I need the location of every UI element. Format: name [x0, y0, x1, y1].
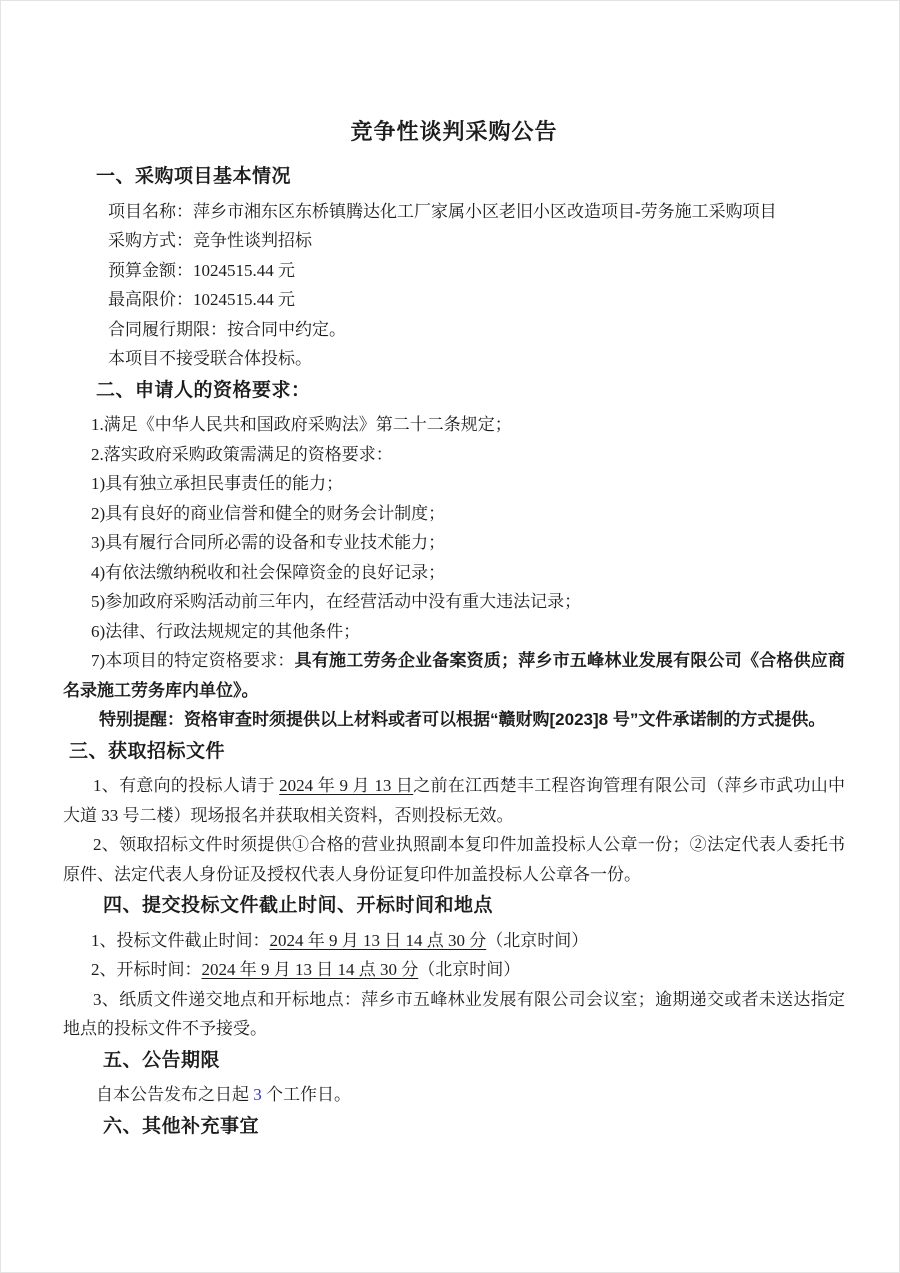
- text-segment: 1、投标文件截止时间：: [91, 930, 270, 950]
- list-item: [63, 469, 845, 499]
- field-line: [63, 256, 845, 286]
- section-heading: [63, 891, 845, 921]
- text-segment: 2)具有良好的商业信誉和健全的财务会计制度；: [91, 503, 446, 523]
- list-item: [63, 410, 845, 440]
- list-item: [63, 528, 845, 558]
- section-heading: [63, 1112, 845, 1142]
- text-segment: 最高限价：1024515.44 元: [108, 290, 295, 309]
- text-segment: （北京时间）: [486, 930, 589, 950]
- list-item: [63, 587, 845, 617]
- field-line: [63, 197, 845, 227]
- text-segment: 自本公告发布之日起: [96, 1085, 254, 1104]
- text-segment: 合同履行期限：按合同中约定。: [108, 319, 346, 339]
- section-heading: [63, 376, 845, 406]
- document-body: [63, 162, 845, 1141]
- list-item: [63, 955, 845, 985]
- text-segment: 一、采购项目基本情况: [96, 166, 292, 187]
- field-line: [63, 344, 845, 374]
- list-item: [63, 558, 845, 588]
- text-segment: 四、提交投标文件截止时间、开标时间和地点: [103, 895, 494, 916]
- text-segment: （北京时间）: [418, 960, 521, 979]
- text-segment: 3)具有履行合同所必需的设备和专业技术能力；: [91, 533, 446, 552]
- text-segment: 预算金额：1024515.44 元: [108, 260, 295, 280]
- text-segment: 采购方式：竞争性谈判招标: [108, 231, 312, 250]
- text-segment: 五、公告期限: [103, 1049, 221, 1071]
- text-segment: 5)参加政府采购活动前三年内，在经营活动中没有重大违法记录；: [91, 592, 582, 611]
- document-content: [1, 1, 899, 1141]
- text-segment: 2、开标时间：: [91, 960, 202, 979]
- bold-text: 特别提醒：资格审查时须提供以上材料或者可以根据“赣财购[2023]8 号”文件承诺制的方式提供。: [99, 710, 826, 729]
- text-segment: 3、纸质文件递交地点和开标地点：萍乡市五峰林业发展有限公司会议室；逾期递交或者未送达指定地点的投标文件不予接受。: [63, 989, 845, 1038]
- section-heading: [63, 162, 845, 192]
- underlined-text: 2024 年 9 月 13 日 14 点 30 分: [269, 930, 487, 950]
- text-segment: 7)本项目的特定资格要求：: [91, 651, 295, 670]
- underlined-text: 2024 年 9 月 13 日: [279, 776, 414, 795]
- text-segment: 本项目不接受联合体投标。: [108, 349, 312, 368]
- text-segment: 3: [253, 1085, 262, 1104]
- section-heading: [63, 737, 845, 767]
- text-segment: 之前在江西楚丰工程咨询管理有限公司（萍乡市武功山中大道 33 号二楼）现场报名并获取相关资料，否则投标无效。: [63, 776, 846, 825]
- document-title: 竞争性谈判采购公告: [350, 119, 558, 144]
- paragraph: [63, 830, 845, 889]
- text-segment: 六、其他补充事宜: [103, 1115, 260, 1137]
- bold-text: 具有施工劳务企业备案资质；萍乡市五峰林业发展有限公司《合格供应商名录施工劳务库内单位》。: [63, 651, 845, 700]
- field-line: [63, 285, 845, 315]
- text-segment: 4)有依法缴纳税收和社会保障资金的良好记录；: [91, 562, 446, 582]
- paragraph: [63, 646, 845, 705]
- text-segment: 2、领取招标文件时须提供①合格的营业执照副本复印件加盖投标人公章一份；②法定代表人委托书原件、法定代表人身份证及授权代表人身份证复印件加盖投标人公章各一份。: [63, 835, 845, 884]
- list-item: [63, 926, 845, 956]
- text-segment: 个工作日。: [261, 1085, 351, 1104]
- text-segment: 项目名称：萍乡市湘东区东桥镇腾达化工厂家属小区老旧小区改造项目-劳务施工采购项目: [108, 201, 777, 221]
- text-segment: 2.落实政府采购政策需满足的资格要求：: [91, 444, 393, 464]
- field-line: [63, 226, 845, 256]
- list-item: [63, 440, 845, 470]
- text-segment: 1.满足《中华人民共和国政府采购法》第二十二条规定；: [91, 415, 512, 434]
- paragraph: [63, 985, 845, 1044]
- paragraph: [63, 771, 845, 830]
- paragraph: [63, 1080, 845, 1110]
- list-item: [63, 499, 845, 529]
- field-line: [63, 315, 845, 345]
- text-segment: 1)具有独立承担民事责任的能力；: [91, 474, 344, 493]
- text-segment: 1、有意向的投标人请于: [93, 776, 280, 795]
- section-heading: [63, 1046, 845, 1076]
- underlined-text: 2024 年 9 月 13 日 14 点 30 分: [201, 960, 419, 979]
- paragraph: [63, 705, 845, 735]
- text-segment: 二、申请人的资格要求：: [96, 379, 311, 401]
- text-segment: 6)法律、行政法规规定的其他条件；: [91, 621, 361, 641]
- text-segment: 三、获取招标文件: [69, 740, 226, 762]
- list-item: [63, 617, 845, 647]
